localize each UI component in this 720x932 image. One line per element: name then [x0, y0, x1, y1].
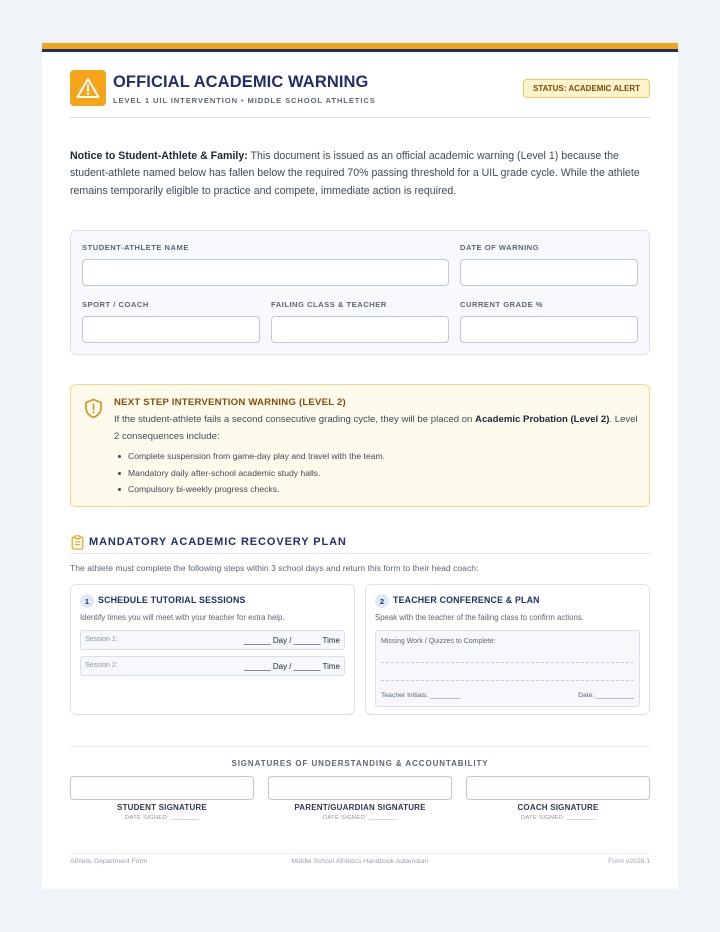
step-card-tutorial	[70, 584, 355, 715]
recovery-plan-description: The athlete must complete the following steps within 3 school days and return this form to their head coach:	[70, 563, 479, 573]
status-badge: STATUS: ACADEMIC ALERT	[523, 79, 650, 98]
conference-date: Date: __________	[578, 692, 634, 699]
list-item: Mandatory daily after-school academic study halls.	[114, 465, 385, 482]
student-date-signed: DATE SIGNED: ________	[124, 815, 200, 821]
intro-lead: Notice to Student-Athlete & Family:	[70, 150, 248, 162]
student-info-panel	[70, 230, 650, 355]
list-item: Complete suspension from game-day play and travel with the team.	[114, 448, 385, 465]
alert-body-pre: If the student-athlete fails a second consecutive grading cycle, they will be placed on	[114, 414, 476, 425]
step-number-badge: 1	[80, 594, 94, 608]
intro-body: This document is issued as an official academic warning (Level 1) because the student-athlete named below has fallen below the required 70% passing threshold for a UIL grade cycle. While the athlete remains temporarily eligible to practice and compete, immediate action is required.	[70, 150, 640, 197]
writing-line	[381, 662, 634, 663]
failing-class-label: FAILING CLASS & TEACHER	[271, 300, 387, 309]
current-grade-label: CURRENT GRADE %	[460, 300, 544, 309]
footer-center: Middle School Athletics Handbook Addendum	[291, 858, 429, 865]
list-item: Compulsory bi-weekly progress checks.	[114, 481, 385, 498]
sport-coach-label: SPORT / COACH	[82, 300, 149, 309]
warning-form	[42, 43, 678, 889]
parent-signature-field[interactable]	[268, 776, 452, 800]
missing-work-field[interactable]	[375, 630, 640, 707]
missing-work-label: Missing Work / Quizzes to Complete:	[381, 638, 496, 645]
session-label: Session 1:	[85, 636, 118, 643]
coach-signature-field[interactable]	[466, 776, 650, 800]
shield-alert-icon	[84, 398, 103, 424]
session-day-time: ______ Day / ______ Time	[243, 662, 340, 671]
coach-date-signed: DATE SIGNED: ________	[520, 815, 596, 821]
signature-divider	[70, 746, 650, 747]
step-description: Identify times you will meet with your teacher for extra help.	[80, 613, 285, 622]
session-day-time: ______ Day / ______ Time	[243, 636, 340, 645]
alert-body	[114, 412, 639, 446]
footer-right: Form v2026.1	[608, 858, 650, 865]
page-title: OFFICIAL ACADEMIC WARNING	[113, 73, 369, 91]
date-of-warning-label: DATE OF WARNING	[460, 243, 540, 252]
date-of-warning-field[interactable]	[460, 259, 638, 286]
step-description: Speak with the teacher of the failing class to confirm actions.	[375, 613, 584, 622]
current-grade-field[interactable]	[460, 316, 638, 343]
student-name-field[interactable]	[82, 259, 449, 286]
top-navy-bar	[42, 49, 678, 52]
warning-triangle-icon	[70, 70, 106, 106]
parent-date-signed: DATE SIGNED: ________	[322, 815, 398, 821]
signatures-title: SIGNATURES OF UNDERSTANDING & ACCOUNTABILITY	[231, 759, 489, 768]
student-signature-label: STUDENT SIGNATURE	[117, 803, 207, 812]
page-subtitle: LEVEL 1 UIL INTERVENTION • MIDDLE SCHOOL ATHLETICS	[113, 96, 376, 105]
teacher-initials: Teacher Initials: ________	[381, 692, 461, 699]
step-title: TEACHER CONFERENCE & PLAN	[393, 595, 540, 605]
alert-body-post: . Level 2 consequences include:	[114, 414, 638, 442]
sport-coach-field[interactable]	[82, 316, 260, 343]
recovery-plan-title: MANDATORY ACADEMIC RECOVERY PLAN	[89, 536, 347, 548]
step-number-badge: 2	[375, 594, 389, 608]
footer-left: Athletic Department Form	[70, 858, 148, 865]
level2-warning-box	[70, 384, 650, 507]
parent-signature-label: PARENT/GUARDIAN SIGNATURE	[294, 803, 426, 812]
student-name-label: STUDENT-ATHLETE NAME	[82, 243, 189, 252]
session-1-field[interactable]	[80, 630, 345, 650]
intro-notice	[70, 148, 652, 200]
header-divider	[70, 117, 650, 118]
alert-body-bold: Academic Probation (Level 2)	[475, 414, 610, 425]
writing-line	[381, 680, 634, 681]
failing-class-field[interactable]	[271, 316, 449, 343]
section-divider	[70, 553, 650, 554]
consequence-list	[114, 448, 385, 498]
alert-title: NEXT STEP INTERVENTION WARNING (LEVEL 2)	[114, 397, 346, 408]
step-title: SCHEDULE TUTORIAL SESSIONS	[98, 595, 246, 605]
step-card-teacher-conference	[365, 584, 650, 715]
footer-divider	[70, 853, 650, 854]
session-2-field[interactable]	[80, 656, 345, 676]
student-signature-field[interactable]	[70, 776, 254, 800]
coach-signature-label: COACH SIGNATURE	[517, 803, 599, 812]
session-label: Session 2:	[85, 662, 118, 669]
clipboard-icon	[71, 535, 84, 555]
